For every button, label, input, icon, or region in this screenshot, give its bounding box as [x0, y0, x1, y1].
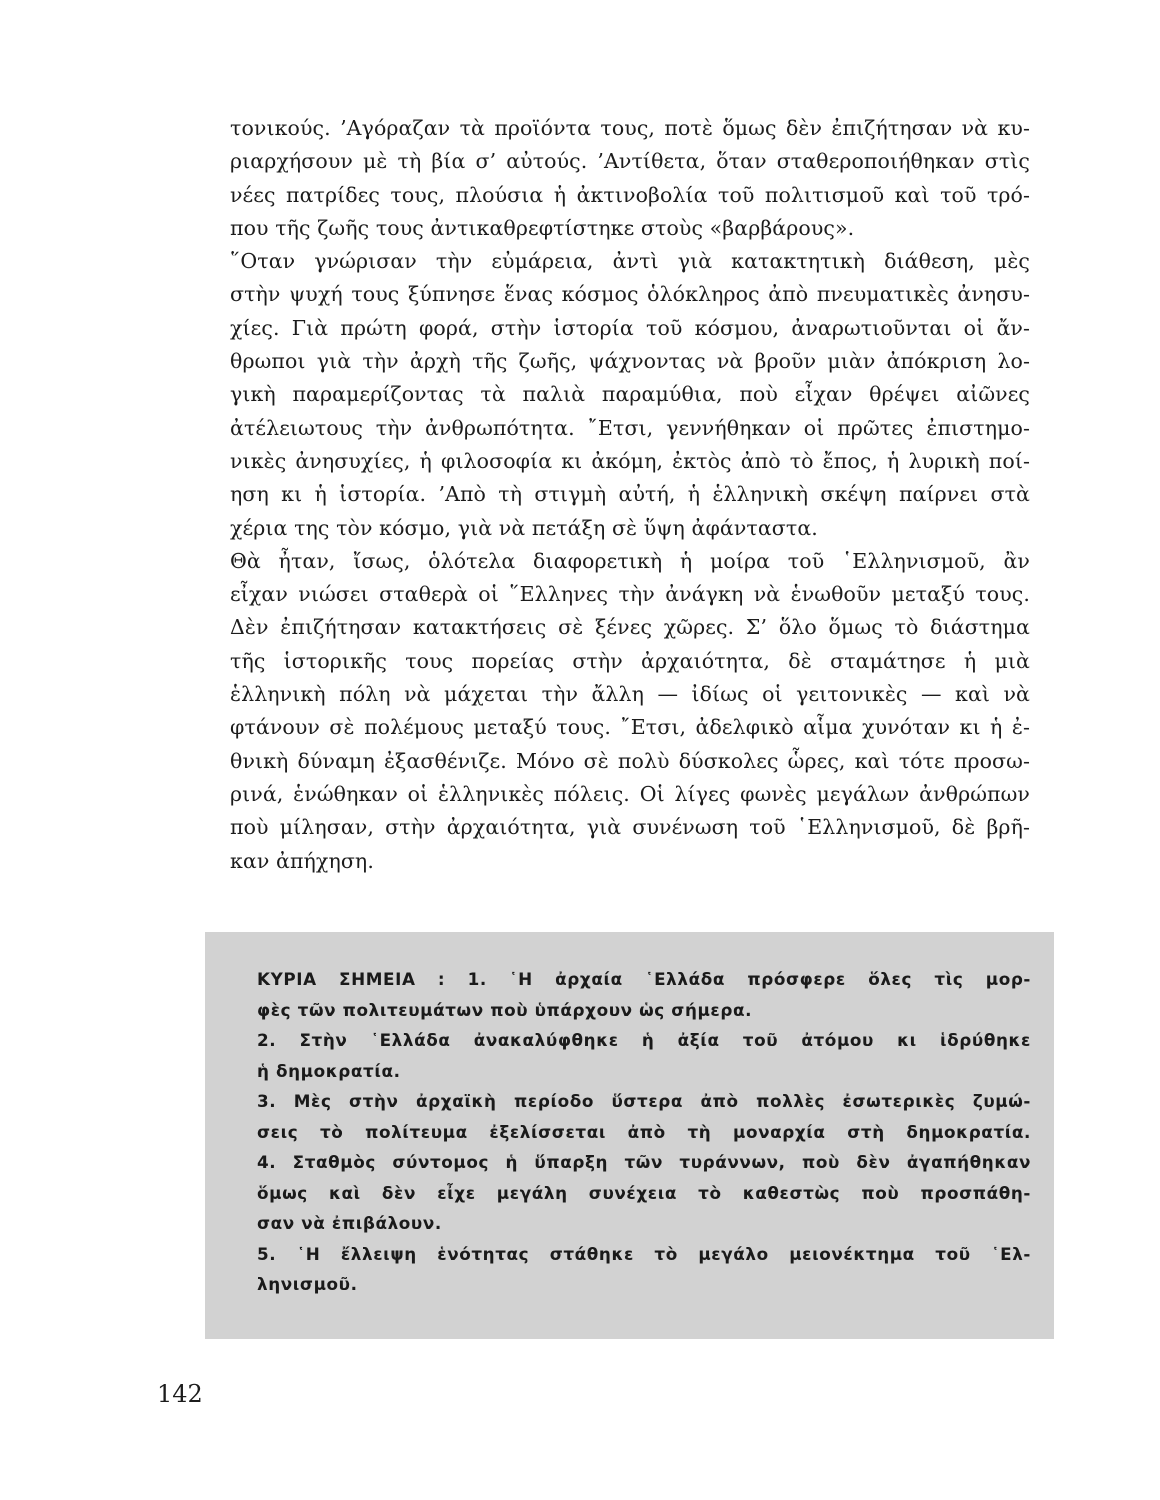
- body-line: ηση κι ἡ ἱστορία. ’Απὸ τὴ στιγμὴ αὐτή, ἡ ἑλληνικὴ σκέψη παίρνει στὰ: [230, 482, 1030, 507]
- key-point-line: 3. Μὲς στὴν ἀρχαϊκὴ περίοδο ὕστερα ἀπὸ πολλὲς ἐσωτερικὲς ζυμώ-: [257, 1091, 1031, 1111]
- body-line: ποὺ μίλησαν, στὴν ἀρχαιότητα, γιὰ συνένωση τοῦ ῾Ελληνισμοῦ, δὲ βρῆ-: [230, 815, 1030, 840]
- body-line: Δὲν ἐπιζήτησαν κατακτήσεις σὲ ξένες χῶρες. Σ’ ὅλο ὅμως τὸ διάστημα: [230, 615, 1030, 640]
- body-line: τῆς ἱστορικῆς τους πορείας στὴν ἀρχαιότητα, δὲ σταμάτησε ἡ μιὰ: [230, 648, 1030, 673]
- body-line: χίες. Γιὰ πρώτη φορά, στὴν ἱστορία τοῦ κόσμου, ἀναρωτιοῦνται οἱ ἄν-: [230, 315, 1030, 340]
- key-points-text: [257, 964, 1031, 1300]
- key-point-line: 2. Στὴν ῾Ελλάδα ἀνακαλύφθηκε ἡ ἀξία τοῦ ἀτόμου κι ἱδρύθηκε: [257, 1030, 1031, 1050]
- key-point-line: ὅμως καὶ δὲν εἶχε μεγάλη συνέχεια τὸ καθεστὼς ποὺ προσπάθη-: [257, 1182, 1031, 1203]
- body-line: ρινά, ἑνώθηκαν οἱ ἑλληνικὲς πόλεις. Οἱ λίγες φωνὲς μεγάλων ἀνθρώπων: [230, 781, 1030, 806]
- key-point-line: ΚΥΡΙΑ ΣΗΜΕΙΑ : 1. ῾Η ἀρχαία ῾Ελλάδα πρόσφερε ὅλες τὶς μορ-: [257, 969, 1031, 989]
- body-line: ριαρχήσουν μὲ τὴ βία σ’ αὐτούς. ’Αντίθετα, ὅταν σταθεροποιήθηκαν στὶς: [230, 149, 1030, 174]
- body-line: εἶχαν νιώσει σταθερὰ οἱ ῞Ελληνες τὴν ἀνάγκη νὰ ἑνωθοῦν μεταξύ τους.: [230, 582, 1030, 607]
- key-point-line: ληνισμοῦ.: [257, 1274, 358, 1294]
- key-point-line: φὲς τῶν πολιτευμάτων ποὺ ὑπάρχουν ὡς σήμερα.: [257, 999, 753, 1020]
- key-point-line: 4. Σταθμὸς σύντομος ἡ ὕπαρξη τῶν τυράννων, ποὺ δὲν ἀγαπήθηκαν: [257, 1152, 1031, 1172]
- body-line: νικὲς ἀνησυχίες, ἡ φιλοσοφία κι ἀκόμη, ἐκτὸς ἀπὸ τὸ ἔπος, ἡ λυρικὴ ποί-: [230, 448, 1030, 473]
- body-line: θρωποι γιὰ τὴν ἀρχὴ τῆς ζωῆς, ψάχνοντας νὰ βροῦν μιὰν ἀπόκριση λο-: [230, 349, 1030, 374]
- key-point-line: 5. ῾Η ἔλλειψη ἑνότητας στάθηκε τὸ μεγάλο μειονέκτημα τοῦ ῾Ελ-: [257, 1243, 1031, 1264]
- body-line: ἑλληνικὴ πόλη νὰ μάχεται τὴν ἄλλη — ἰδίως οἱ γειτονικὲς — καὶ νὰ: [230, 682, 1030, 707]
- body-line: χέρια της τὸν κόσμο, γιὰ νὰ πετάξη σὲ ὕψη ἀφάνταστα.: [230, 515, 818, 540]
- key-point-line: σεις τὸ πολίτευμα ἐξελίσσεται ἀπὸ τὴ μοναρχία στὴ δημοκρατία.: [257, 1121, 1031, 1142]
- body-line: νέες πατρίδες τους, πλούσια ἡ ἀκτινοβολία τοῦ πολιτισμοῦ καὶ τοῦ τρό-: [230, 182, 1030, 207]
- body-line: ῞Οταν γνώρισαν τὴν εὐμάρεια, ἀντὶ γιὰ κατακτητικὴ διάθεση, μὲς: [230, 249, 1030, 274]
- body-text: [230, 112, 1030, 878]
- body-line: στὴν ψυχή τους ξύπνησε ἕνας κόσμος ὁλόκληρος ἀπὸ πνευματικὲς ἀνησυ-: [230, 282, 1030, 307]
- page-number: 142: [157, 1380, 203, 1408]
- body-line: καν ἀπήχηση.: [230, 848, 374, 873]
- body-line: φτάνουν σὲ πολέμους μεταξύ τους. ῎Ετσι, ἀδελφικὸ αἷμα χυνόταν κι ἡ ἐ-: [230, 715, 1030, 740]
- body-line: που τῆς ζωῆς τους ἀντικαθρεφτίστηκε στοὺς «βαρβάρους».: [230, 215, 855, 240]
- key-point-line: σαν νὰ ἐπιβάλουν.: [257, 1213, 442, 1233]
- body-line: θνικὴ δύναμη ἐξασθένιζε. Μόνο σὲ πολὺ δύσκολες ὧρες, καὶ τότε προσω-: [230, 748, 1030, 773]
- body-line: γικὴ παραμερίζοντας τὰ παλιὰ παραμύθια, ποὺ εἶχαν θρέψει αἰῶνες: [230, 382, 1030, 407]
- body-line: τονικούς. ’Αγόραζαν τὰ προϊόντα τους, ποτὲ ὅμως δὲν ἐπιζήτησαν νὰ κυ-: [230, 116, 1030, 140]
- body-line: Θὰ ἦταν, ἴσως, ὁλότελα διαφορετικὴ ἡ μοίρα τοῦ ῾Ελληνισμοῦ, ἂν: [230, 548, 1030, 573]
- body-line: ἀτέλειωτους τὴν ἀνθρωπότητα. ῎Ετσι, γεννήθηκαν οἱ πρῶτες ἐπιστημο-: [230, 415, 1030, 440]
- key-point-line: ἡ δημοκρατία.: [257, 1060, 401, 1081]
